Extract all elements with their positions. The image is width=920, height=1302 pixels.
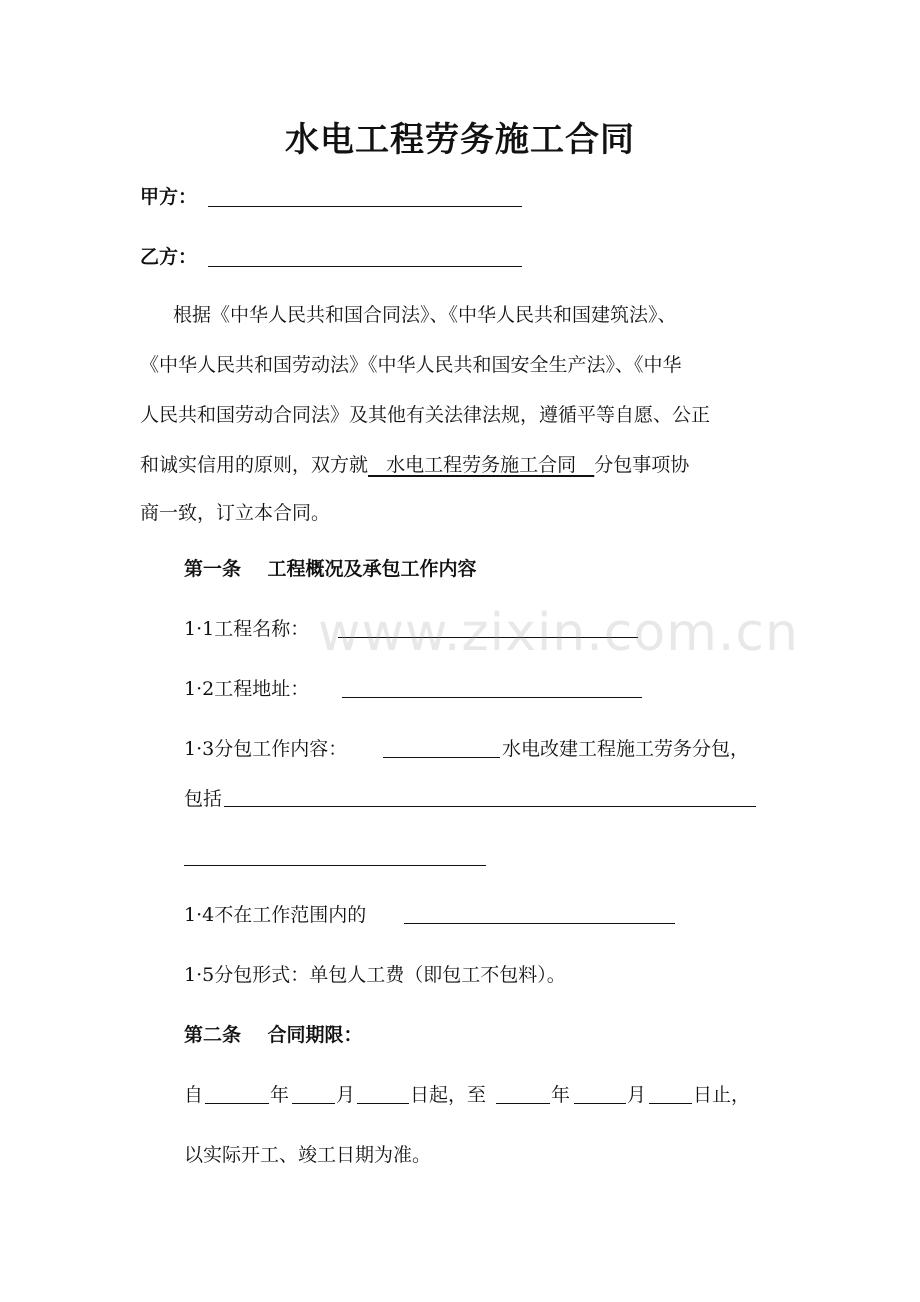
item-1-4-label: 1·4不在工作范围内的 <box>184 904 367 926</box>
item-1-1-label: 1·1工程名称： <box>184 618 310 640</box>
period-year-2: 年 <box>551 1084 571 1106</box>
intro-line-1: 根据《中华人民共和国合同法》、《中华人民共和国建筑法》、 <box>173 304 677 326</box>
item-1-3-label: 1·3分包工作内容： <box>184 738 348 760</box>
item-1-3-cont-blank <box>224 806 756 807</box>
intro-line-4-post: 分包事项协 <box>594 454 690 476</box>
watermark: www.zixin.com.cn <box>318 603 799 663</box>
item-1-3-blank <box>383 757 500 758</box>
period-year: 年 <box>270 1084 290 1106</box>
period-note: 以实际开工、竣工日期为准。 <box>184 1144 432 1166</box>
end-month-blank <box>574 1103 626 1104</box>
item-1-2-blank <box>342 697 642 698</box>
item-1-4-blank <box>404 923 675 924</box>
article-1-heading: 第一条 工程概况及承包工作内容 <box>184 558 477 580</box>
item-1-5: 1·5分包形式：单包人工费（即包工不包料）。 <box>184 964 566 986</box>
party-a-label: 甲方： <box>140 186 198 208</box>
intro-line-4-pre: 和诚实信用的原则，双方就 <box>140 454 369 476</box>
period-day-start: 日起，至 <box>410 1084 487 1106</box>
end-day-blank <box>649 1103 692 1104</box>
item-1-2-label: 1·2工程地址： <box>184 678 310 700</box>
party-a-blank <box>208 206 522 207</box>
item-1-3-cont-blank-2 <box>184 865 486 866</box>
party-b-blank <box>208 266 522 267</box>
item-1-3-text: 水电改建工程施工劳务分包， <box>502 738 750 760</box>
start-month-blank <box>292 1103 335 1104</box>
article-2-heading: 第二条 合同期限： <box>184 1024 363 1046</box>
period-day-end: 日止， <box>693 1084 751 1106</box>
start-day-blank <box>357 1103 409 1104</box>
end-year-blank <box>496 1103 550 1104</box>
document-title: 水电工程劳务施工合同 <box>285 120 635 160</box>
period-month-2: 月 <box>627 1084 647 1106</box>
intro-line-5: 商一致，订立本合同。 <box>140 502 331 524</box>
intro-line-2: 《中华人民共和国劳动法》《中华人民共和国安全生产法》、《中华 <box>140 354 682 376</box>
item-1-3-cont-label: 包括 <box>184 788 223 810</box>
project-name-fill: 水电工程劳务施工合同 <box>368 454 595 476</box>
start-year-blank <box>205 1103 269 1104</box>
period-from: 自 <box>184 1084 204 1106</box>
party-b-label: 乙方： <box>140 246 198 268</box>
intro-line-3: 人民共和国劳动合同法》及其他有关法律法规，遵循平等自愿、公正 <box>140 404 711 426</box>
intro-line-4 <box>140 452 689 478</box>
period-month: 月 <box>336 1084 356 1106</box>
